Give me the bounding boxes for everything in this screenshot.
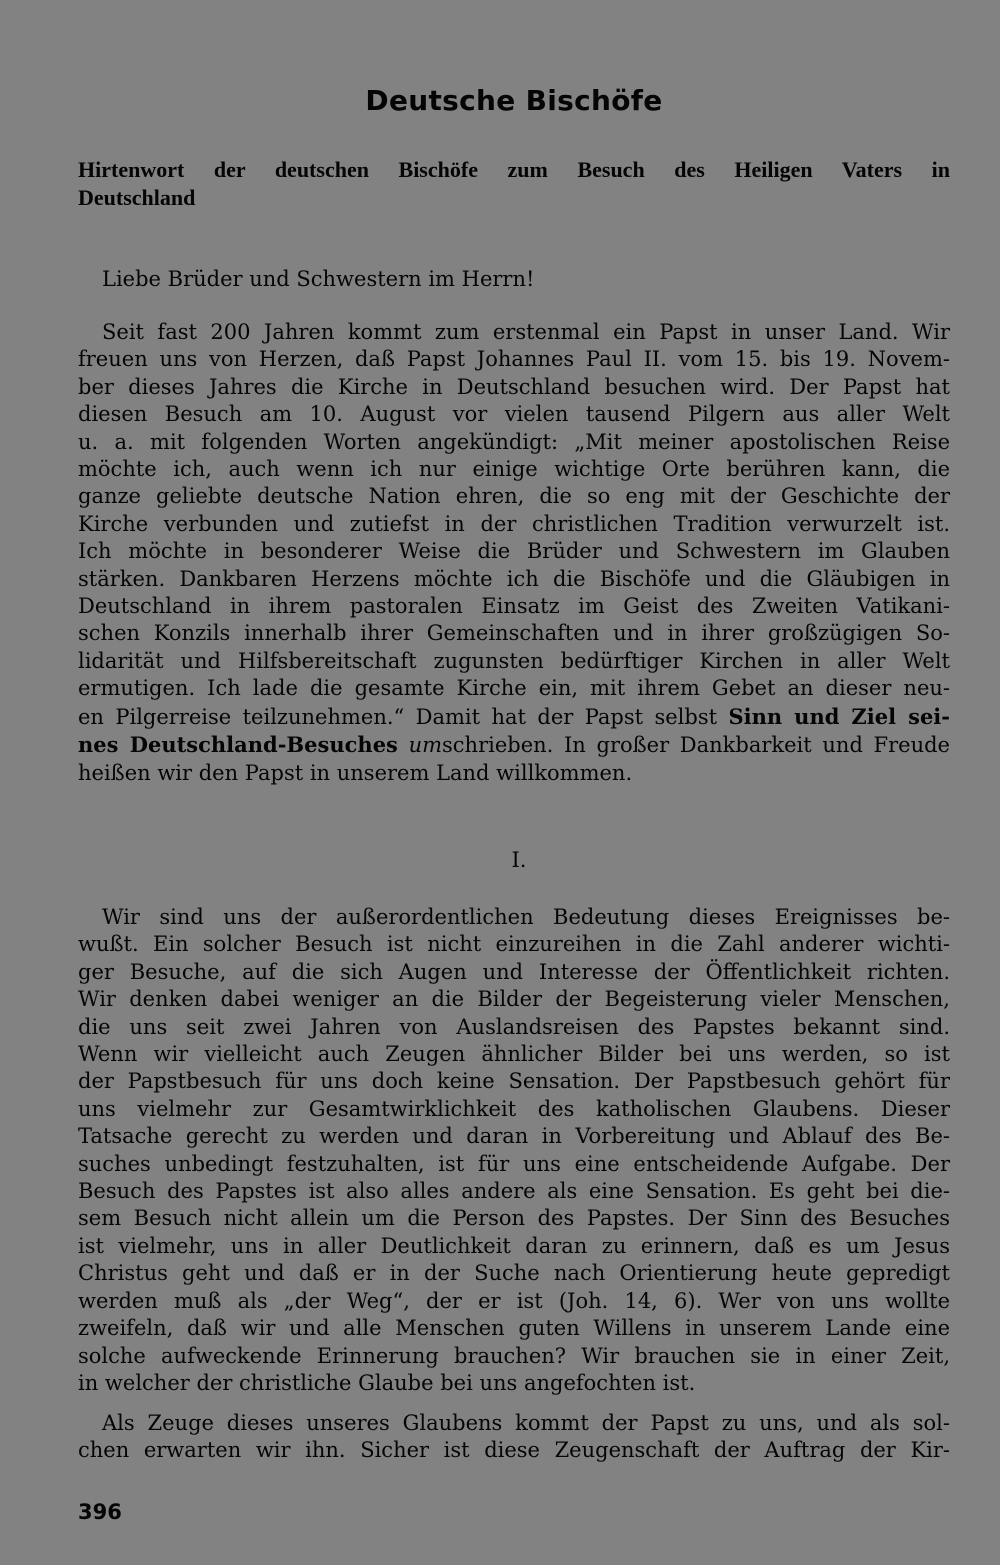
subtitle-line: Hirtenwort der deutschen Bischöfe zum Besuch des Heiligen Vaters in bbox=[78, 157, 950, 182]
document-subtitle bbox=[78, 156, 950, 212]
text-fragment: en Pilgerreise teilzunehmen.“ Damit hat der Papst selbst bbox=[78, 704, 729, 729]
text-line: zweifeln, daß wir und alle Menschen guten Willens in unserem Lande eine bbox=[78, 1316, 950, 1341]
text-line: Ich möchte in besonderer Weise die Brüder und Schwestern im Glauben bbox=[78, 539, 950, 564]
text-line: die uns seit zwei Jahren von Auslandsreisen des Papstes bekannt sind. bbox=[78, 1014, 950, 1039]
text-line: suches unbedingt festzuhalten, ist für uns eine entscheidende Aufgabe. Der bbox=[78, 1151, 950, 1176]
salutation-text: Liebe Brüder und Schwestern im Herrn! bbox=[102, 267, 535, 291]
text-line: ermutigen. Ich lade die gesamte Kirche ein, mit ihrem Gebet an dieser neu- bbox=[78, 676, 950, 701]
document-page bbox=[78, 0, 950, 1565]
text-line: chen erwarten wir ihn. Sicher ist diese Zeugenschaft der Auftrag der Kir- bbox=[78, 1438, 950, 1463]
text-line-mixed bbox=[78, 731, 950, 759]
text-line: heißen wir den Papst in unserem Land willkommen. bbox=[78, 760, 633, 785]
text-line: schen Konzils innerhalb ihrer Gemeinschaften und in ihrer großzügigen So- bbox=[78, 621, 950, 646]
section-number: I. bbox=[511, 848, 527, 872]
bold-text: nes Deutschland-Besuches bbox=[78, 732, 398, 758]
text-line: stärken. Dankbaren Herzens möchte ich die Bischöfe und die Gläubigen in bbox=[78, 566, 950, 591]
page-number: 396 bbox=[78, 1500, 122, 1524]
text-line: der Papstbesuch für uns doch keine Sensation. Der Papstbesuch gehört für bbox=[78, 1069, 950, 1094]
text-line: uns vielmehr zur Gesamtwirklichkeit des katholischen Glaubens. Dieser bbox=[78, 1096, 950, 1121]
subtitle-line: Deutschland bbox=[78, 185, 196, 210]
text-line: u. a. mit folgenden Worten angekündigt: „Mit meiner apostolischen Reise bbox=[78, 429, 950, 454]
text-line: ber dieses Jahres die Kirche in Deutschland besuchen wird. Der Papst hat bbox=[78, 374, 950, 399]
text-line: möchte ich, auch wenn ich nur einige wichtige Orte berühren kann, die bbox=[78, 457, 950, 482]
text-line: Kirche verbunden und zutiefst in der christlichen Tradition verwurzelt ist. bbox=[78, 511, 950, 536]
text-line: ist vielmehr, uns in aller Deutlichkeit daran zu erinnern, daß es um Jesus bbox=[78, 1233, 950, 1258]
text-line: Tatsache gerecht zu werden und daran in Vorbereitung und Ablauf des Be- bbox=[78, 1124, 950, 1149]
paragraph-1 bbox=[78, 319, 950, 787]
text-fragment: schrieben. In großer Dankbarkeit und Freude bbox=[442, 733, 950, 758]
text-line: Besuch des Papstes ist also alles andere als eine Sensation. Es geht bei die- bbox=[78, 1179, 950, 1204]
text-line: Als Zeuge dieses unseres Glaubens kommt der Papst zu uns, und als sol- bbox=[102, 1411, 950, 1435]
text-line: sem Besuch nicht allein um die Person des Papstes. Der Sinn des Besuches bbox=[78, 1206, 950, 1231]
text-line: Seit fast 200 Jahren kommt zum erstenmal ein Papst in unser Land. Wir bbox=[102, 320, 950, 344]
text-line: Deutschland in ihrem pastoralen Einsatz im Geist des Zweiten Vatikani- bbox=[78, 594, 950, 619]
document-title: Deutsche Bischöfe bbox=[365, 84, 663, 117]
text-line: werden muß als „der Weg“, der er ist (Joh. 14, 6). Wer von uns wollte bbox=[78, 1288, 950, 1313]
text-line: solche aufweckende Erinnerung brauchen? Wir brauchen sie in einer Zeit, bbox=[78, 1343, 950, 1368]
text-line: lidarität und Hilfsbereitschaft zugunsten bedürftiger Kirchen in aller Welt bbox=[78, 648, 950, 673]
text-line: Wir sind uns der außerordentlichen Bedeutung dieses Ereignisses be- bbox=[102, 905, 950, 929]
paragraph-3 bbox=[78, 1410, 950, 1465]
text-line: in welcher der christliche Glaube bei uns angefochten ist. bbox=[78, 1370, 696, 1395]
text-line: ger Besuche, auf die sich Augen und Interesse der Öffentlichkeit richten. bbox=[78, 959, 950, 984]
text-line: Wir denken dabei weniger an die Bilder der Begeisterung vieler Menschen, bbox=[78, 987, 950, 1012]
bold-text: Sinn und Ziel sei- bbox=[728, 703, 950, 729]
text-line: Christus geht und daß er in der Suche nach Orientierung heute gepredigt bbox=[78, 1261, 950, 1286]
text-line-mixed bbox=[78, 703, 950, 731]
text-line: diesen Besuch am 10. August vor vielen tausend Pilgern aus aller Welt bbox=[78, 402, 950, 427]
text-line: wußt. Ein solcher Besuch ist nicht einzureihen in die Zahl anderer wichti- bbox=[78, 932, 950, 957]
paragraph-2 bbox=[78, 904, 950, 1397]
text-line: ganze geliebte deutsche Nation ehren, die so eng mit der Geschichte der bbox=[78, 484, 950, 509]
text-line: freuen uns von Herzen, daß Papst Johannes Paul II. vom 15. bis 19. Novem- bbox=[78, 347, 950, 372]
salutation bbox=[78, 266, 950, 293]
italic-text: um bbox=[408, 733, 443, 758]
text-line: Wenn wir vielleicht auch Zeugen ähnlicher Bilder bei uns werden, so ist bbox=[78, 1042, 950, 1067]
